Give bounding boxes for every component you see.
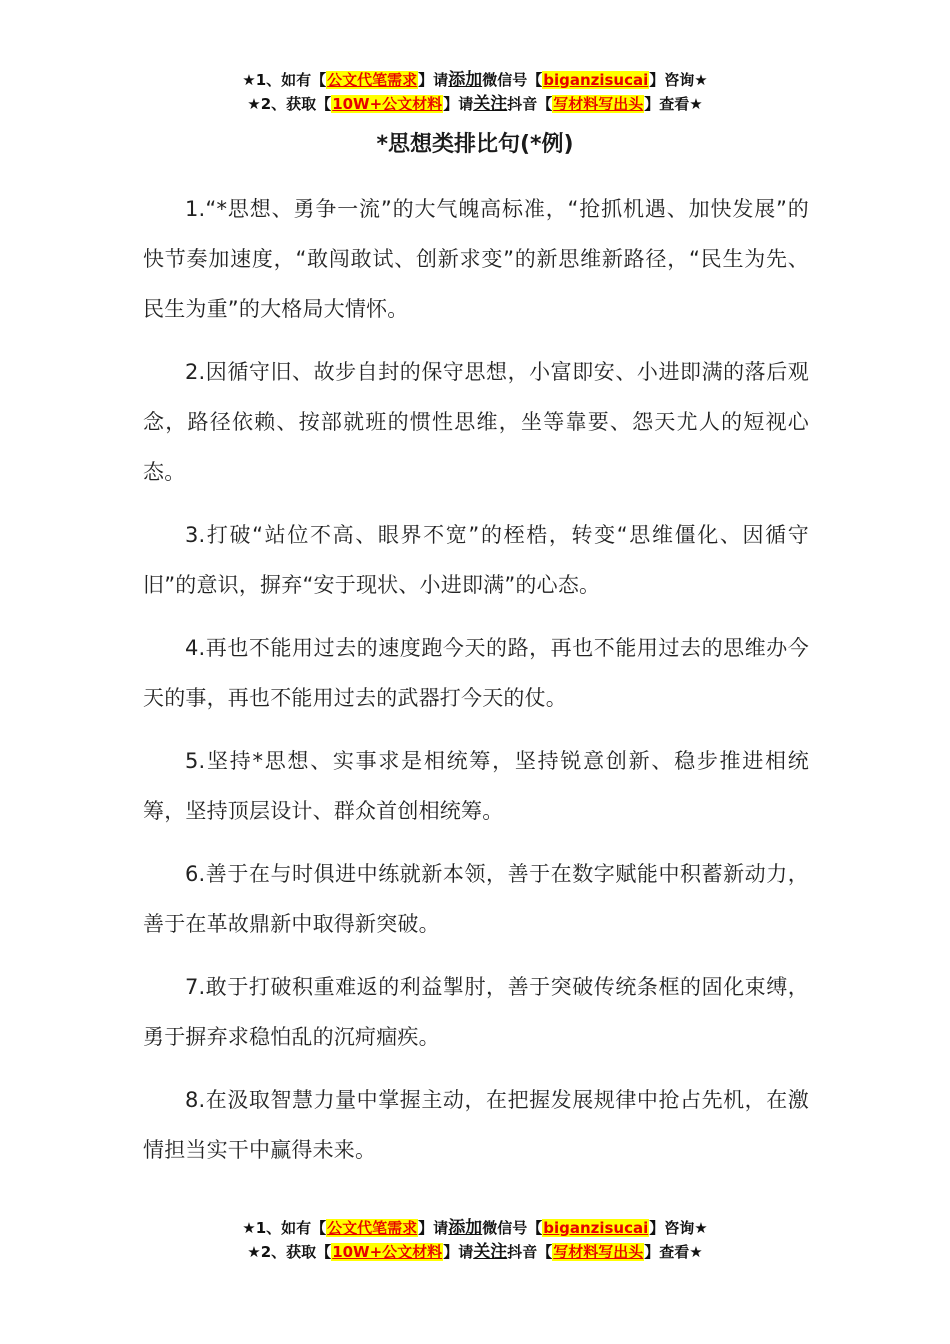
- highlight-materials: 10W+公文材料: [332, 1243, 443, 1261]
- paragraph-6: 6.善于在与时俱进中练就新本领，善于在数字赋能中积蓄新动力，善于在革故鼎新中取得新突破。: [143, 862, 809, 936]
- underlined-add: 添加: [448, 1218, 483, 1238]
- banner-text: 抖音【: [507, 95, 553, 113]
- highlight-service: 公文代笔需求: [327, 71, 418, 89]
- paragraph-8: 8.在汲取智慧力量中掌握主动，在把握发展规律中抢占先机，在激情担当实干中赢得未来。: [143, 1088, 809, 1162]
- highlight-douyin-account: 写材料写出头: [553, 1243, 644, 1261]
- paragraph-7: 7.敢于打破积重难返的利益掣肘，善于突破传统条框的固化束缚，勇于摒弃求稳怕乱的沉疴痼疾。: [143, 975, 809, 1049]
- banner-text: 】查看★: [644, 95, 703, 113]
- banner-text: 】查看★: [644, 1243, 703, 1261]
- footer-banner: [0, 1216, 950, 1264]
- banner-text: ★1、如有【: [242, 71, 327, 89]
- document-body: [143, 184, 809, 1188]
- paragraph-3: 3.打破“站位不高、眼界不宽”的桎梏，转变“思维僵化、因循守旧”的意识，摒弃“安于现状、小进即满”的心态。: [143, 523, 809, 597]
- highlight-douyin-account: 写材料写出头: [553, 95, 644, 113]
- banner-line-2: [0, 92, 950, 116]
- underlined-follow: 关注: [473, 94, 508, 114]
- highlight-wechat-id: biganzisucai: [543, 71, 649, 89]
- page-title: *思想类排比句(*例): [376, 132, 574, 157]
- paragraph-2: 2.因循守旧、故步自封的保守思想，小富即安、小进即满的落后观念，路径依赖、按部就班的惯性思维，坐等靠要、怨天尤人的短视心态。: [143, 360, 809, 484]
- highlight-materials: 10W+公文材料: [332, 95, 443, 113]
- paragraph-1: 1.“*思想、勇争一流”的大气魄高标准，“抢抓机遇、加快发展”的快节奏加速度，“敢闯敢试、创新求变”的新思维新路径，“民生为先、民生为重”的大格局大情怀。: [143, 197, 809, 321]
- banner-text: 】请: [418, 71, 449, 89]
- banner-text: 抖音【: [507, 1243, 553, 1261]
- banner-text: 】请: [443, 1243, 474, 1261]
- paragraph-5: 5.坚持*思想、实事求是相统筹，坚持锐意创新、稳步推进相统筹，坚持顶层设计、群众首创相统筹。: [143, 749, 809, 823]
- banner-text: 】请: [418, 1219, 449, 1237]
- banner-line-2: [0, 1240, 950, 1264]
- header-banner: [0, 68, 950, 116]
- banner-text: 微信号【: [482, 1219, 543, 1237]
- underlined-add: 添加: [448, 70, 483, 90]
- highlight-wechat-id: biganzisucai: [543, 1219, 649, 1237]
- banner-text: 微信号【: [482, 71, 543, 89]
- underlined-follow: 关注: [473, 1242, 508, 1262]
- banner-text: 】咨询★: [649, 1219, 708, 1237]
- highlight-service: 公文代笔需求: [327, 1219, 418, 1237]
- banner-text: 】请: [443, 95, 474, 113]
- banner-text: 】咨询★: [649, 71, 708, 89]
- banner-text: ★2、获取【: [247, 95, 332, 113]
- banner-line-1: [0, 68, 950, 92]
- banner-line-1: [0, 1216, 950, 1240]
- paragraph-4: 4.再也不能用过去的速度跑今天的路，再也不能用过去的思维办今天的事，再也不能用过去的武器打今天的仗。: [143, 636, 809, 710]
- banner-text: ★1、如有【: [242, 1219, 327, 1237]
- banner-text: ★2、获取【: [247, 1243, 332, 1261]
